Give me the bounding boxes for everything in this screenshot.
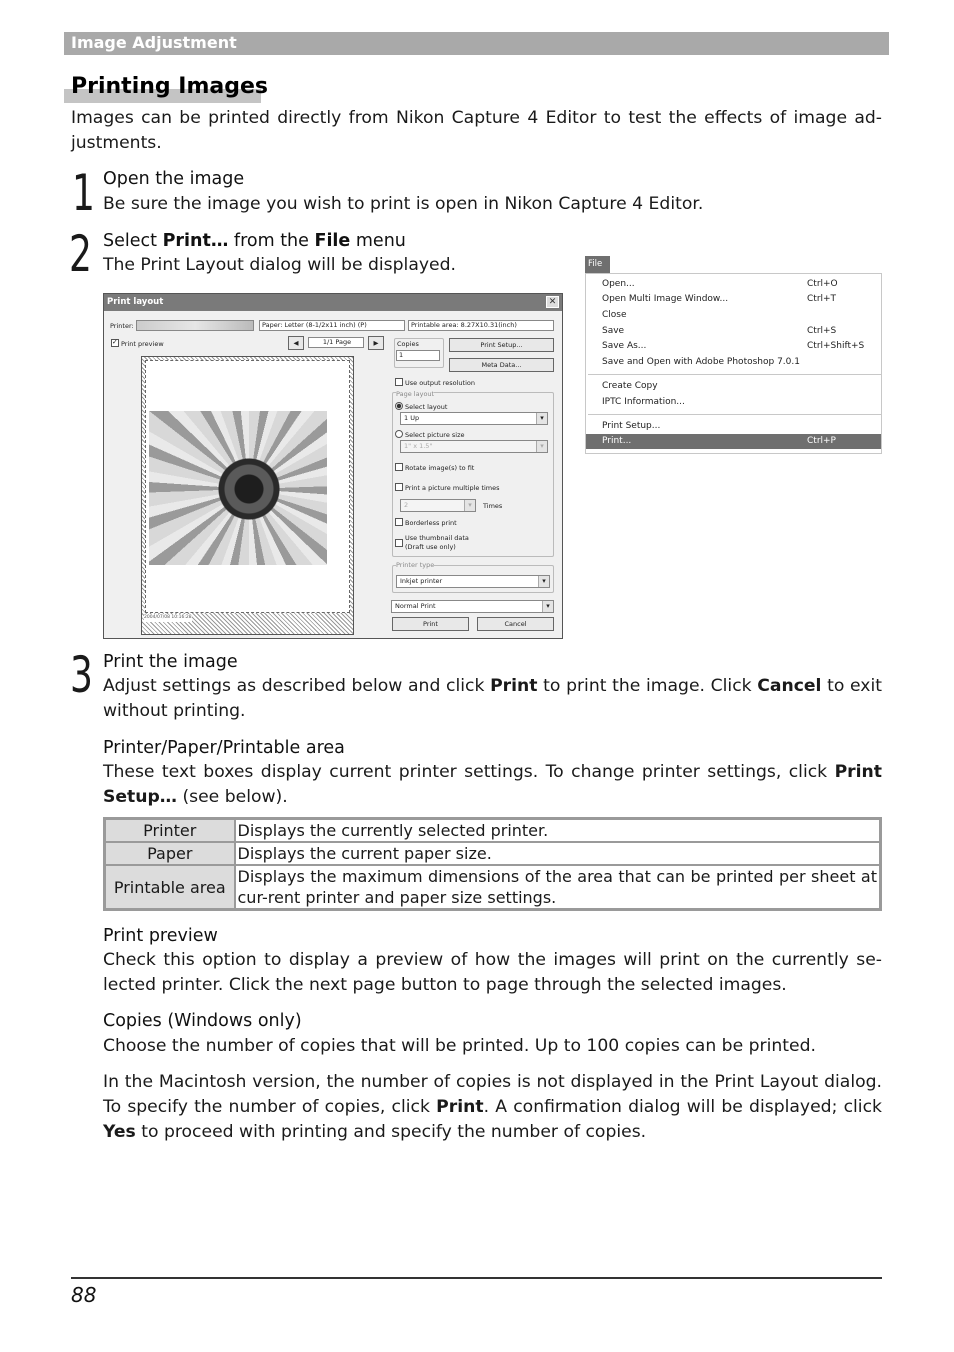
page-title: Printing Images (71, 74, 269, 99)
step-3-title: Print the image (103, 652, 238, 672)
footer-rule (71, 1277, 882, 1279)
step-1-title: Open the image (103, 169, 245, 189)
page-layout-group-label: Page layout (396, 390, 435, 398)
print-preview-label: Print preview (121, 340, 164, 348)
picture-size-select[interactable]: 1" x 1.5" ▾ (400, 440, 548, 453)
menu-item-label: Print... (602, 436, 632, 446)
table-value: Displays the current paper size. (235, 842, 881, 865)
print-preview-checkbox[interactable]: ✓ (112, 338, 118, 346)
menu-separator (588, 374, 881, 375)
borderless-label: Borderless print (405, 519, 457, 527)
menu-item-create-copy[interactable] (586, 379, 881, 394)
rotate-to-fit-checkbox[interactable] (395, 463, 403, 471)
step-2-title-text3: menu (350, 231, 406, 251)
printer-paper-heading: Printer/Paper/Printable area (103, 738, 345, 758)
printer-type-group-label: Printer type (396, 561, 435, 569)
printable-area-field: Printable area: 8.27X10.31(inch) (408, 320, 554, 331)
step-2-number: 2 (69, 225, 92, 283)
menu-item-label: Save As... (602, 341, 647, 351)
table-key: Paper (105, 842, 235, 865)
copies-mac-text3: to proceed with printing and specify the number of copies. (135, 1122, 647, 1142)
menu-item-label: Print Setup... (602, 421, 661, 431)
step-2-title-file: File (314, 231, 351, 251)
table-row (105, 865, 881, 910)
step-3-body-cancel: Cancel (757, 676, 822, 696)
times-select[interactable]: 2 ▾ (400, 499, 476, 512)
step-1-body: Be sure the image you wish to print is open in Nikon Capture 4 Editor. (103, 194, 704, 214)
next-page-button[interactable]: ▶ (368, 336, 384, 350)
copies-mac-text2: . A confirmation dialog will be displayed; click (483, 1097, 882, 1117)
menu-separator (588, 414, 881, 415)
copies-mac-text: In the Macintosh version, the number of copies is not displayed in the Print Layout dialog. To specify the number of copies, click (103, 1072, 882, 1117)
printer-paper-body-text2: (see below). (176, 787, 288, 807)
draft-use-only-label: (Draft use only) (405, 543, 456, 551)
settings-table (103, 817, 882, 911)
menu-item-open[interactable] (586, 277, 881, 292)
use-output-resolution-checkbox[interactable] (395, 378, 403, 386)
copies-input[interactable]: 1 (396, 350, 440, 361)
copies-heading: Copies (Windows only) (103, 1011, 302, 1031)
step-2-title-print: Print… (162, 231, 229, 251)
cancel-button[interactable]: Cancel (477, 617, 554, 631)
copies-mac-body (103, 1070, 882, 1145)
print-setup-button[interactable]: Print Setup... (449, 338, 554, 352)
use-output-resolution-label: Use output resolution (405, 379, 475, 387)
file-menu-tab[interactable]: File (585, 256, 610, 273)
file-menu (585, 256, 882, 454)
step-2-title-text2: from the (228, 231, 315, 251)
menu-item-shortcut: Ctrl+O (807, 279, 838, 289)
section-header (64, 32, 889, 55)
copies-label: Copies (397, 340, 419, 348)
step-3-body-text3: to exit without printing. (103, 676, 882, 721)
page-number: 88 (71, 1283, 97, 1307)
menu-item-shortcut: Ctrl+Shift+S (807, 341, 865, 351)
prev-page-button[interactable]: ◀ (288, 336, 304, 350)
printer-paper-body (103, 760, 882, 810)
times-label: Times (483, 502, 503, 510)
step-2-title-text: Select (103, 231, 163, 251)
menu-item-label: Create Copy (602, 381, 658, 391)
print-button[interactable]: Print (392, 617, 469, 631)
menu-item-label: Open Multi Image Window... (602, 294, 729, 304)
use-thumbnail-checkbox[interactable] (395, 539, 403, 547)
copies-mac-print: Print (436, 1097, 484, 1117)
printer-label: Printer: (110, 322, 134, 330)
file-menu-dropdown (585, 273, 882, 454)
menu-item-save-as[interactable] (586, 339, 881, 354)
menu-item-shortcut: Ctrl+P (807, 436, 836, 446)
dialog-titlebar (104, 294, 562, 311)
table-row (105, 819, 881, 843)
menu-item-save[interactable] (586, 324, 881, 339)
section-header-label: Image Adjustment (71, 33, 237, 52)
table-key: Printer (105, 819, 235, 843)
select-picture-size-radio[interactable] (395, 430, 403, 438)
select-layout-radio[interactable] (395, 402, 403, 410)
menu-item-label: Save and Open with Adobe Photoshop 7.0.1 (602, 357, 800, 367)
print-layout-dialog (103, 293, 563, 639)
preview-page (145, 360, 350, 613)
layout-select[interactable]: 1 Up ▾ (400, 412, 548, 425)
dialog-title: Print layout (107, 297, 164, 307)
print-multiple-checkbox[interactable] (395, 483, 403, 491)
table-key: Printable area (105, 865, 235, 910)
menu-item-label: Open... (602, 279, 635, 289)
table-row (105, 842, 881, 865)
borderless-checkbox[interactable] (395, 518, 403, 526)
menu-item-shortcut: Ctrl+S (807, 326, 837, 336)
paper-field: Paper: Letter (8-1/2x11 inch) (P) (259, 320, 405, 331)
menu-item-shortcut: Ctrl+T (807, 294, 837, 304)
step-1-number: 1 (72, 164, 95, 222)
printer-field (136, 320, 254, 331)
step-2-body: The Print Layout dialog will be displayed. (103, 255, 456, 275)
printer-paper-body-text: These text boxes display current printer settings. To change printer settings, click (103, 762, 835, 782)
step-3-body-text2: to print the image. Click (537, 676, 758, 696)
menu-item-iptc[interactable] (586, 395, 881, 410)
copies-mac-yes: Yes (103, 1122, 136, 1142)
menu-item-print-setup[interactable] (586, 419, 881, 434)
step-2-title (103, 229, 406, 254)
step-3-body-print: Print (490, 676, 538, 696)
select-layout-label: Select layout (405, 403, 448, 411)
step-3-body-text: Adjust settings as described below and click (103, 676, 491, 696)
intro-paragraph: Images can be printed directly from Nikon Capture 4 Editor to test the effects of image ad-justments. (71, 108, 882, 153)
select-picture-size-label: Select picture size (405, 431, 465, 439)
print-preview-heading: Print preview (103, 926, 218, 946)
print-preview-body: Check this option to display a preview of how the images will print on the currently se-lected printer. Click the next page button to page through the selected images. (103, 950, 882, 995)
close-icon[interactable]: ✕ (546, 296, 559, 308)
printer-type-select[interactable]: Inkjet printer ▾ (396, 575, 550, 588)
rotate-to-fit-label: Rotate image(s) to fit (405, 464, 475, 472)
step-3-body (103, 674, 882, 724)
printer-paper-body-print-setup: Print Setup… (103, 762, 882, 807)
preview-caption: 2004/07/08 10:16:28 (144, 615, 192, 620)
table-value: Displays the maximum dimensions of the area that can be printed per sheet at cur-rent printer and paper size settings. (235, 865, 881, 910)
table-value: Displays the currently selected printer. (235, 819, 881, 843)
menu-item-label: IPTC Information... (602, 397, 685, 407)
menu-item-label: Close (602, 310, 627, 320)
print-mode-select[interactable]: Normal Print ▾ (391, 600, 554, 613)
use-thumbnail-label: Use thumbnail data (405, 534, 469, 542)
page-indicator: 1/1 Page (308, 337, 364, 348)
print-multiple-label: Print a picture multiple times (405, 484, 500, 492)
menu-item-print[interactable] (586, 434, 881, 449)
menu-item-close[interactable] (586, 308, 881, 323)
menu-item-label: Save (602, 326, 625, 336)
menu-item-save-photoshop[interactable] (586, 355, 881, 370)
meta-data-button[interactable]: Meta Data... (449, 358, 554, 372)
step-3-number: 3 (70, 646, 93, 704)
sunflower-image (149, 411, 327, 565)
copies-body: Choose the number of copies that will be printed. Up to 100 copies can be printed. (103, 1036, 816, 1056)
menu-item-open-multi[interactable] (586, 292, 881, 307)
print-preview-area (141, 356, 354, 635)
